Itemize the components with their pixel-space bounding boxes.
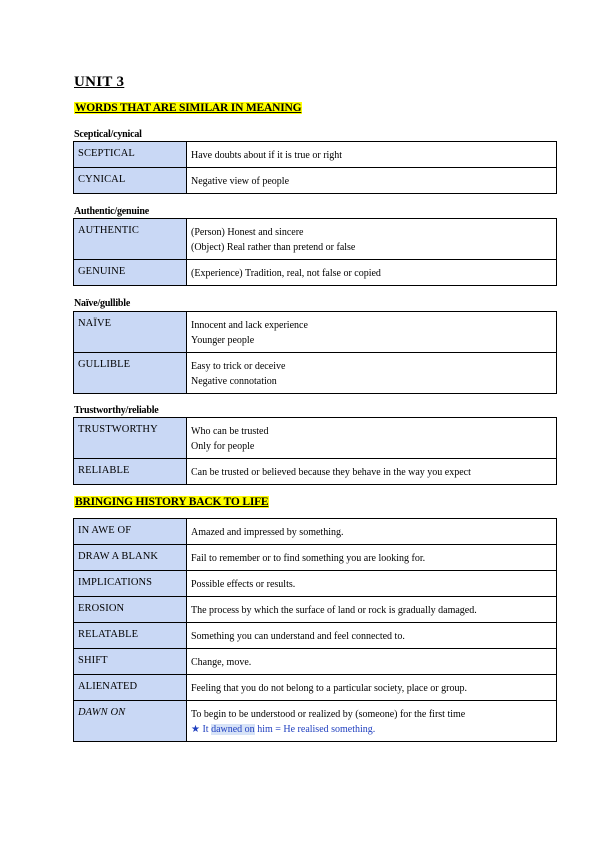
table-row [74, 418, 557, 459]
table-row [74, 597, 557, 623]
table-row [74, 312, 557, 353]
term-cell: IN AWE OF [74, 519, 187, 545]
definition-line: Can be trusted or believed because they behave in the way you expect [191, 467, 471, 478]
group-label-trustworthy-reliable: Trustworthy/reliable [74, 405, 159, 416]
term-cell: NAÏVE [74, 312, 187, 353]
definition-line: (Person) Honest and sincere [191, 227, 304, 238]
group-label-authentic-genuine: Authentic/genuine [74, 206, 149, 217]
term-cell: EROSION [74, 597, 187, 623]
vocab-table-trustworthy-reliable [73, 417, 557, 485]
term-cell: AUTHENTIC [74, 219, 187, 260]
vocab-table-naive-gullible [73, 311, 557, 394]
definition-line: Only for people [191, 441, 255, 452]
section-heading-similar-words: WORDS THAT ARE SIMILAR IN MEANING [75, 102, 302, 114]
definition-line: Have doubts about if it is true or right [191, 150, 343, 161]
definition-cell: Fail to remember or to find something you are looking for. [187, 545, 557, 571]
example-sentence [191, 722, 552, 737]
definition-cell [187, 353, 557, 394]
table-row [74, 142, 557, 168]
definition-line: Easy to trick or deceive [191, 361, 286, 372]
vocab-table-authentic-genuine [73, 218, 557, 286]
table-row [74, 260, 557, 286]
definition-cell: Possible effects or results. [187, 571, 557, 597]
definition-cell: Amazed and impressed by something. [187, 519, 557, 545]
definition-cell [187, 142, 557, 168]
term-cell: ALIENATED [74, 675, 187, 701]
definition-line: (Object) Real rather than pretend or false [191, 242, 356, 253]
example-prefix: ★ It [191, 724, 212, 735]
definition-cell [187, 701, 557, 742]
term-cell: RELATABLE [74, 623, 187, 649]
definition-cell: Something you can understand and feel connected to. [187, 623, 557, 649]
term-cell: GENUINE [74, 260, 187, 286]
definition-line: (Experience) Tradition, real, not false or copied [191, 268, 381, 279]
term-cell: DAWN ON [74, 701, 187, 742]
group-label-sceptical-cynical: Sceptical/cynical [74, 129, 142, 140]
vocab-table-history [73, 518, 557, 742]
table-row [74, 623, 557, 649]
section-heading-history: BRINGING HISTORY BACK TO LIFE [75, 496, 269, 508]
unit-title: UNIT 3 [74, 74, 125, 90]
definition-line: Younger people [191, 335, 255, 346]
table-row [74, 649, 557, 675]
definition-line: Innocent and lack experience [191, 320, 308, 331]
highlighted-phrase: dawned on [211, 724, 255, 735]
group-label-naive-gullible: Naïve/gullible [74, 298, 131, 309]
table-row [74, 219, 557, 260]
term-cell: RELIABLE [74, 459, 187, 485]
term-cell: TRUSTWORTHY [74, 418, 187, 459]
term-cell: SHIFT [74, 649, 187, 675]
definition-cell [187, 260, 557, 286]
table-row [74, 168, 557, 194]
term-cell: CYNICAL [74, 168, 187, 194]
definition-line: To begin to be understood or realized by (someone) for the first time [191, 709, 466, 720]
term-cell: GULLIBLE [74, 353, 187, 394]
table-row [74, 701, 557, 742]
table-row [74, 459, 557, 485]
example-suffix: him = He realised something. [254, 724, 376, 735]
definition-cell [187, 219, 557, 260]
definition-cell [187, 418, 557, 459]
term-cell: IMPLICATIONS [74, 571, 187, 597]
table-row [74, 519, 557, 545]
definition-line: Who can be trusted [191, 426, 269, 437]
definition-cell: Feeling that you do not belong to a particular society, place or group. [187, 675, 557, 701]
definition-cell [187, 312, 557, 353]
definition-cell: The process by which the surface of land or rock is gradually damaged. [187, 597, 557, 623]
term-cell: SCEPTICAL [74, 142, 187, 168]
definition-cell [187, 459, 557, 485]
term-cell: DRAW A BLANK [74, 545, 187, 571]
table-row [74, 675, 557, 701]
definition-cell: Change, move. [187, 649, 557, 675]
definition-line: Negative view of people [191, 176, 290, 187]
definition-cell [187, 168, 557, 194]
table-row [74, 545, 557, 571]
definition-line: Negative connotation [191, 376, 277, 387]
table-row [74, 353, 557, 394]
vocab-table-sceptical-cynical [73, 141, 557, 194]
table-row [74, 571, 557, 597]
